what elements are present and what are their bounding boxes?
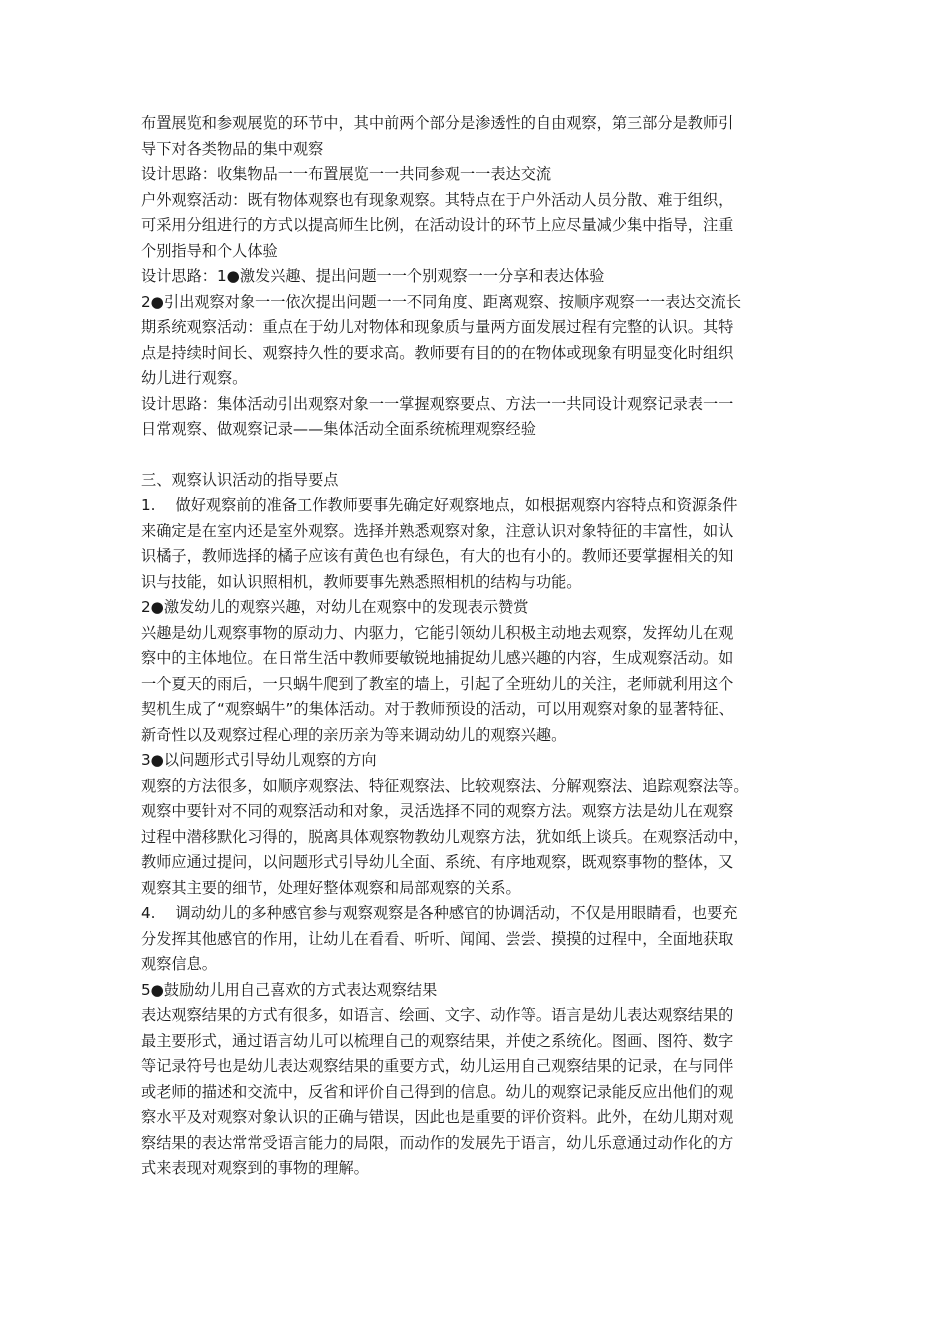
text-line: 过程中潜移默化习得的，脱离具体观察物教幼儿观察方法，犹如纸上谈兵。在观察活动中，	[141, 827, 749, 846]
text-line: 新奇性以及观察过程心理的亲历亲为等来调动幼儿的观察兴趣。	[141, 725, 567, 744]
text-line: 个别指导和个人体验	[141, 241, 278, 260]
text-line: 察结果的表达常常受语言能力的局限，而动作的发展先于语言，幼儿乐意通过动作化的方	[141, 1133, 734, 1152]
text-line: 等记录符号也是幼儿表达观察结果的重要方式，幼儿运用自己观察结果的记录，在与同伴	[141, 1057, 734, 1075]
text-line: 2●激发幼儿的观察兴趣，对幼儿在观察中的发现表示赞赏	[141, 598, 529, 616]
text-line: 户外观察活动：既有物体观察也有现象观察。其特点在于户外活动人员分散、难于组织，	[141, 190, 734, 209]
text-line: 表达观察结果的方式有很多，如语言、绘画、文字、动作等。语言是幼儿表达观察结果的	[141, 1006, 734, 1024]
text-line: 一个夏天的雨后，一只蜗牛爬到了教室的墙上，引起了全班幼儿的关注，老师就利用这个	[141, 674, 734, 693]
text-line: 察中的主体地位。在日常生活中教师要敏锐地捕捉幼儿感兴趣的内容，生成观察活动。如	[141, 649, 734, 667]
text-line: 2●引出观察对象一一依次提出问题一一不同角度、距离观察、按顺序观察一一表达交流长	[141, 292, 742, 311]
text-line: 3●以问题形式引导幼儿观察的方向	[141, 751, 377, 769]
text-line: 设计思路：1●激发兴趣、提出问题一一个别观察一一分享和表达体验	[141, 267, 605, 285]
text-line: 设计思路：集体活动引出观察对象一一掌握观察要点、方法一一共同设计观察记录表一一	[141, 394, 734, 413]
document-body	[141, 111, 841, 1182]
text-line: 式来表现对观察到的事物的理解。	[141, 1159, 369, 1177]
text-line: 或老师的描述和交流中，反省和评价自己得到的信息。幼儿的观察记录能反应出他们的观	[141, 1082, 734, 1101]
text-line: 可采用分组进行的方式以提高师生比例，在活动设计的环节上应尽量减少集中指导，注重	[141, 216, 734, 234]
text-line: 分发挥其他感官的作用，让幼儿在看看、听听、闻闻、尝尝、摸摸的过程中，全面地获取	[141, 929, 734, 948]
text-line: 5●鼓励幼儿用自己喜欢的方式表达观察结果	[141, 980, 438, 999]
text-line: 识与技能，如认识照相机，教师要事先熟悉照相机的结构与功能。	[141, 572, 582, 591]
text-line: 契机生成了“观察蜗牛”的集体活动。对于教师预设的活动，可以用观察对象的显著特征、	[141, 700, 734, 718]
text-line: 观察其主要的细节，处理好整体观察和局部观察的关系。	[141, 878, 521, 897]
text-line: 幼儿进行观察。	[141, 369, 248, 387]
text-line: 观察中要针对不同的观察活动和对象，灵活选择不同的观察方法。观察方法是幼儿在观察	[141, 802, 734, 820]
text-line: 日常观察、做观察记录——集体活动全面系统梳理观察经验	[141, 420, 536, 438]
text-line: 观察的方法很多，如顺序观察法、特征观察法、比较观察法、分解观察法、追踪观察法等。	[141, 776, 749, 795]
text-line: 兴趣是幼儿观察事物的原动力、内驱力，它能引领幼儿积极主动地去观察，发挥幼儿在观	[141, 623, 734, 642]
text-line: 最主要形式，通过语言幼儿可以梳理自己的观察结果，并使之系统化。图画、图符、数字	[141, 1031, 734, 1050]
section-heading: 三、观察认识活动的指导要点	[141, 470, 339, 489]
text-line: 1. 做好观察前的准备工作教师要事先确定好观察地点，如根据观察内容特点和资源条件	[141, 496, 738, 514]
text-line: 点是持续时间长、观察持久性的要求高。教师要有目的的在物体或现象有明显变化时组织	[141, 343, 734, 362]
paragraph-gap	[141, 443, 841, 468]
text-line: 期系统观察活动：重点在于幼儿对物体和现象质与量两方面发展过程有完整的认识。其特	[141, 318, 734, 336]
text-line: 设计思路：收集物品一一布置展览一一共同参观一一表达交流	[141, 165, 552, 183]
text-line: 识橘子，教师选择的橘子应该有黄色也有绿色，有大的也有小的。教师还要掌握相关的知	[141, 547, 734, 565]
text-line: 察水平及对观察对象认识的正确与错误，因此也是重要的评价资料。此外，在幼儿期对观	[141, 1108, 734, 1126]
text-line: 导下对各类物品的集中观察	[141, 139, 324, 158]
text-line: 4. 调动幼儿的多种感官参与观察观察是各种感官的协调活动，不仅是用眼睛看，也要充	[141, 904, 738, 922]
text-line: 观察信息。	[141, 955, 217, 973]
text-line: 教师应通过提问，以问题形式引导幼儿全面、系统、有序地观察，既观察事物的整体，又	[141, 853, 734, 871]
text-line: 来确定是在室内还是室外观察。选择并熟悉观察对象，注意认识对象特征的丰富性，如认	[141, 521, 734, 540]
text-line: 布置展览和参观展览的环节中，其中前两个部分是渗透性的自由观察，第三部分是教师引	[141, 114, 734, 132]
